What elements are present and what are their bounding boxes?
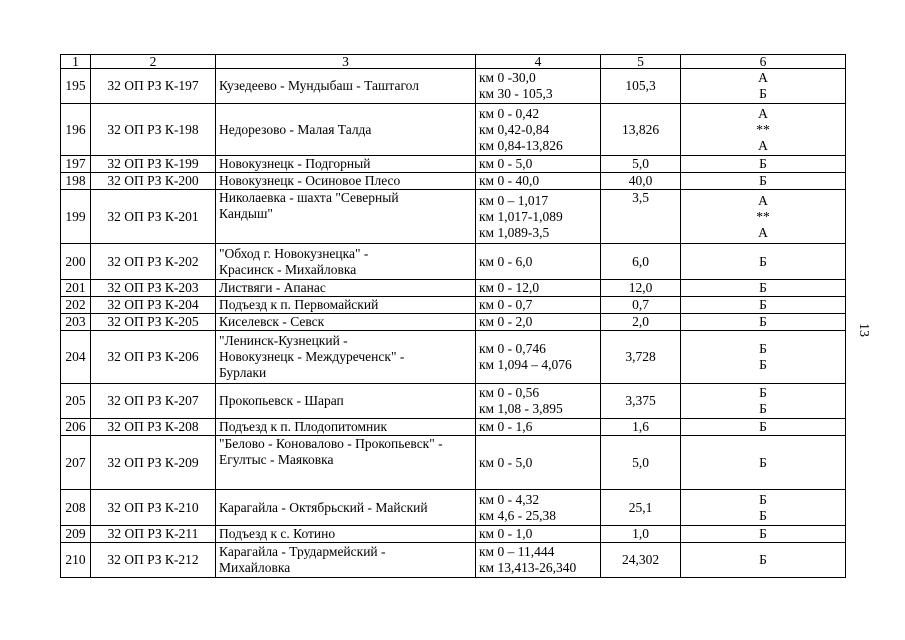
- table-row: [61, 297, 846, 314]
- road-code: 32 ОП РЗ К-212: [91, 543, 216, 578]
- road-name: [216, 436, 476, 490]
- km-range: [476, 526, 601, 543]
- road-name: [216, 244, 476, 280]
- km-range-line: км 1,08 - 3,895: [479, 401, 563, 416]
- km-range-line: км 0 – 11,444: [479, 544, 555, 559]
- km-range-line: км 0 - 0,7: [479, 297, 533, 312]
- km-range-line: км 0 - 40,0: [479, 173, 540, 188]
- road-code: 32 ОП РЗ К-204: [91, 297, 216, 314]
- road-length: 25,1: [601, 490, 681, 526]
- road-code: 32 ОП РЗ К-203: [91, 280, 216, 297]
- road-category: [681, 436, 846, 490]
- road-name-line: Недорезово - Малая Талда: [219, 121, 372, 137]
- road-name: [216, 526, 476, 543]
- road-length: 5,0: [601, 156, 681, 173]
- road-category-line: Б: [759, 401, 767, 416]
- road-category: [681, 69, 846, 104]
- road-name: [216, 280, 476, 297]
- road-name-line: Прокопьевск - Шарап: [219, 393, 344, 408]
- km-range-line: км 0 -30,0: [479, 70, 536, 85]
- km-range-line: км 0 - 4,32: [479, 491, 540, 507]
- road-name-line: Подъезд к с. Котино: [219, 526, 336, 541]
- road-category-line: Б: [759, 526, 767, 541]
- road-code: 32 ОП РЗ К-200: [91, 173, 216, 190]
- km-range-line: км 30 - 105,3: [479, 86, 553, 101]
- km-range: [476, 104, 601, 156]
- row-number: 207: [61, 436, 91, 490]
- road-category-line: Б: [759, 86, 767, 101]
- road-length: 3,5: [601, 190, 681, 244]
- road-code: 32 ОП РЗ К-205: [91, 314, 216, 331]
- row-number: 198: [61, 173, 91, 190]
- table-row: [61, 526, 846, 543]
- table-row: [61, 490, 846, 526]
- road-code: 32 ОП РЗ К-209: [91, 436, 216, 490]
- road-name-line: Подъезд к п. Плодопитомник: [219, 419, 388, 434]
- road-length: 2,0: [601, 314, 681, 331]
- road-length: 0,7: [601, 297, 681, 314]
- road-category-line: Б: [759, 253, 767, 269]
- road-category-line: Б: [759, 385, 767, 400]
- km-range-line: км 0 - 1,0: [479, 526, 533, 541]
- road-name: [216, 297, 476, 314]
- road-name: [216, 104, 476, 156]
- road-name-line: Листвяги - Апанас: [219, 280, 326, 295]
- road-category-line: **: [756, 121, 770, 137]
- road-name-line: Подъезд к п. Первомайский: [219, 297, 379, 312]
- road-name-line: "Белово - Коновалово - Прокопьевск" -: [219, 436, 443, 451]
- road-code: 32 ОП РЗ К-198: [91, 104, 216, 156]
- road-code: 32 ОП РЗ К-201: [91, 190, 216, 244]
- road-category: [681, 280, 846, 297]
- row-number: 204: [61, 331, 91, 384]
- road-name-line: Николаевка - шахта "Северный: [219, 190, 399, 205]
- road-category: [681, 190, 846, 244]
- km-range-line: км 0 – 1,017: [479, 192, 549, 208]
- header-col-4: 4: [476, 55, 601, 69]
- road-category-line: Б: [759, 419, 767, 434]
- road-category: [681, 419, 846, 436]
- header-col-5: 5: [601, 55, 681, 69]
- table-row: [61, 190, 846, 244]
- table-row: [61, 331, 846, 384]
- road-name: [216, 543, 476, 578]
- road-name-line: Бурлаки: [219, 365, 267, 380]
- road-name-line: Новокузнецк - Осиновое Плесо: [219, 173, 401, 188]
- km-range-line: км 0 - 5,0: [479, 454, 533, 470]
- road-category-line: Б: [759, 491, 767, 507]
- table-row: [61, 543, 846, 578]
- km-range: [476, 297, 601, 314]
- road-category-line: А: [758, 105, 768, 121]
- km-range-line: км 0 - 0,42: [479, 105, 540, 121]
- row-number: 199: [61, 190, 91, 244]
- km-range: [476, 543, 601, 578]
- road-category-line: Б: [759, 280, 767, 295]
- km-range: [476, 244, 601, 280]
- road-name: [216, 331, 476, 384]
- road-name-line: Новокузнецк - Междуреченск" -: [219, 349, 405, 364]
- row-number: 197: [61, 156, 91, 173]
- road-name: [216, 490, 476, 526]
- road-name-line: Кузедеево - Мундыбаш - Таштагол: [219, 78, 419, 93]
- road-name: [216, 69, 476, 104]
- km-range-line: км 0 - 0,56: [479, 385, 540, 400]
- header-col-1: 1: [61, 55, 91, 69]
- km-range: [476, 490, 601, 526]
- road-category-line: Б: [759, 552, 767, 567]
- row-number: 200: [61, 244, 91, 280]
- road-length: 12,0: [601, 280, 681, 297]
- km-range-line: км 0 - 12,0: [479, 280, 540, 295]
- row-number: 206: [61, 419, 91, 436]
- road-name-line: "Обход г. Новокузнецка" -: [219, 245, 369, 261]
- road-length: 105,3: [601, 69, 681, 104]
- road-name-line: "Ленинск-Кузнецкий -: [219, 333, 348, 348]
- table-row: [61, 280, 846, 297]
- road-length: 24,302: [601, 543, 681, 578]
- km-range: [476, 314, 601, 331]
- road-category-line: Б: [759, 297, 767, 312]
- header-col-2: 2: [91, 55, 216, 69]
- road-length: 13,826: [601, 104, 681, 156]
- road-name-line: Киселевск - Севск: [219, 314, 325, 329]
- road-length: 40,0: [601, 173, 681, 190]
- road-name-line: Михайловка: [219, 560, 291, 575]
- table-row: [61, 314, 846, 331]
- road-name: [216, 190, 476, 244]
- road-code: 32 ОП РЗ К-211: [91, 526, 216, 543]
- road-name-line: Карагайла - Трудармейский -: [219, 544, 386, 559]
- road-code: 32 ОП РЗ К-207: [91, 384, 216, 419]
- road-category: [681, 156, 846, 173]
- road-category-line: Б: [759, 341, 767, 356]
- km-range: [476, 280, 601, 297]
- header-col-3: 3: [216, 55, 476, 69]
- km-range-line: км 0 - 6,0: [479, 253, 533, 269]
- km-range-line: км 0,42-0,84: [479, 121, 550, 137]
- km-range: [476, 173, 601, 190]
- road-code: 32 ОП РЗ К-202: [91, 244, 216, 280]
- table-body: [61, 69, 846, 578]
- road-code: 32 ОП РЗ К-197: [91, 69, 216, 104]
- table-row: [61, 244, 846, 280]
- row-number: 209: [61, 526, 91, 543]
- road-category: [681, 297, 846, 314]
- road-category-line: А: [758, 70, 768, 85]
- row-number: 202: [61, 297, 91, 314]
- road-category-line: Б: [759, 507, 767, 523]
- km-range-line: км 0 - 2,0: [479, 314, 533, 329]
- km-range-line: км 4,6 - 25,38: [479, 507, 556, 523]
- road-category-line: Б: [759, 357, 767, 372]
- road-category: [681, 331, 846, 384]
- row-number: 203: [61, 314, 91, 331]
- road-category: [681, 490, 846, 526]
- table-row: [61, 419, 846, 436]
- road-length: 3,375: [601, 384, 681, 419]
- km-range: [476, 156, 601, 173]
- road-category-line: А: [758, 137, 768, 153]
- road-category: [681, 314, 846, 331]
- road-category-line: А: [758, 192, 768, 208]
- table-row: [61, 69, 846, 104]
- road-code: 32 ОП РЗ К-210: [91, 490, 216, 526]
- row-number: 196: [61, 104, 91, 156]
- road-name: [216, 173, 476, 190]
- road-code: 32 ОП РЗ К-206: [91, 331, 216, 384]
- road-length: 1,6: [601, 419, 681, 436]
- road-category-line: А: [758, 224, 768, 240]
- road-category-line: Б: [759, 173, 767, 188]
- km-range: [476, 190, 601, 244]
- road-category: [681, 104, 846, 156]
- road-category: [681, 244, 846, 280]
- road-name-line: Егултыс - Маяковка: [219, 452, 334, 467]
- road-category-line: Б: [759, 454, 767, 470]
- row-number: 201: [61, 280, 91, 297]
- km-range-line: км 13,413-26,340: [479, 560, 577, 575]
- road-category: [681, 526, 846, 543]
- km-range: [476, 436, 601, 490]
- km-range-line: км 0,84-13,826: [479, 137, 563, 153]
- table-row: [61, 384, 846, 419]
- road-name-line: Карагайла - Октябрьский - Майский: [219, 499, 428, 515]
- row-number: 210: [61, 543, 91, 578]
- km-range: [476, 69, 601, 104]
- table-row: [61, 156, 846, 173]
- table-row: [61, 173, 846, 190]
- road-category-line: **: [756, 208, 770, 224]
- table-row: [61, 436, 846, 490]
- road-name-line: Кандыш": [219, 206, 273, 221]
- road-category-line: Б: [759, 156, 767, 171]
- road-code: 32 ОП РЗ К-208: [91, 419, 216, 436]
- road-name-line: Новокузнецк - Подгорный: [219, 156, 371, 171]
- road-name: [216, 156, 476, 173]
- km-range-line: км 0 - 5,0: [479, 156, 533, 171]
- road-length: 6,0: [601, 244, 681, 280]
- km-range: [476, 331, 601, 384]
- row-number: 205: [61, 384, 91, 419]
- km-range-line: км 0 - 1,6: [479, 419, 533, 434]
- roads-table: [60, 54, 846, 578]
- road-length: 1,0: [601, 526, 681, 543]
- road-name: [216, 419, 476, 436]
- km-range-line: км 0 - 0,746: [479, 341, 546, 356]
- km-range: [476, 419, 601, 436]
- row-number: 195: [61, 69, 91, 104]
- road-category: [681, 173, 846, 190]
- road-category: [681, 543, 846, 578]
- km-range-line: км 1,017-1,089: [479, 208, 563, 224]
- header-row: [61, 55, 846, 69]
- km-range: [476, 384, 601, 419]
- km-range-line: км 1,094 – 4,076: [479, 357, 572, 372]
- road-category: [681, 384, 846, 419]
- table-row: [61, 104, 846, 156]
- page-number: 13: [856, 323, 871, 337]
- road-category-line: Б: [759, 314, 767, 329]
- road-length: 5,0: [601, 436, 681, 490]
- road-length: 3,728: [601, 331, 681, 384]
- road-name: [216, 384, 476, 419]
- km-range-line: км 1,089-3,5: [479, 224, 550, 240]
- road-code: 32 ОП РЗ К-199: [91, 156, 216, 173]
- row-number: 208: [61, 490, 91, 526]
- road-name: [216, 314, 476, 331]
- road-name-line: Красинск - Михайловка: [219, 261, 357, 277]
- header-col-6: 6: [681, 55, 846, 69]
